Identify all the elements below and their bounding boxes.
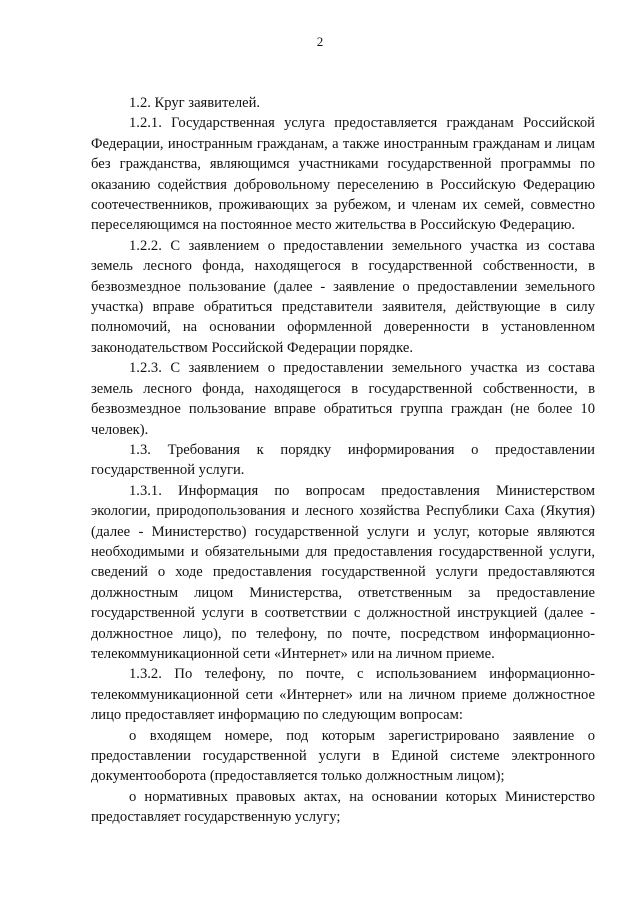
- list-item-incoming-number: о входящем номере, под которым зарегистрировано заявление о предоставлении государственной услуги в Единой системе электронного документооборота (предоставляется только должностным лицом);: [91, 727, 595, 785]
- paragraph-1-2-2: 1.2.2. С заявлением о предоставлении земельного участка из состава земель лесного фонда, находящегося в государственной собственности, в безвозмездное пользование (далее - заявление о предоставлении земельного участка) вправе обратиться представители заявителя, действующие в силу полномочий, на основании оформленной доверенности в установленном законодательством Российской Федерации порядке.: [91, 237, 595, 356]
- list-item-legal-acts: о нормативных правовых актах, на основании которых Министерство предоставляет государственную услугу;: [91, 788, 595, 826]
- section-heading-1-3: 1.3. Требования к порядку информирования о предоставлении государственной услуги.: [91, 441, 595, 479]
- document-body: [91, 93, 595, 828]
- paragraph-1-3-2: 1.3.2. По телефону, по почте, с использованием информационно-телекоммуникационной сети «Интернет» или на личном приеме должностное лицо предоставляет информацию по следующим вопросам:: [91, 666, 595, 724]
- paragraph-1-2-3: 1.2.3. С заявлением о предоставлении земельного участка из состава земель лесного фонда, находящегося в государственной собственности, в безвозмездное пользование вправе обратиться группа граждан (не более 10 человек).: [91, 360, 595, 438]
- paragraph-1-2-1: 1.2.1. Государственная услуга предоставляется гражданам Российской Федерации, иностранным гражданам, а также иностранным гражданам и лицам без гражданства, являющимся участниками государственной программы по оказанию содействия добровольному переселению в Российскую Федерацию соотечественников, проживающих за рубежом, и членам их семей, совместно переселяющимся на постоянное место жительства в Российскую Федерацию.: [91, 115, 595, 234]
- page-number: 2: [316, 34, 324, 49]
- section-heading-1-2: 1.2. Круг заявителей.: [129, 95, 261, 111]
- paragraph-1-3-1: 1.3.1. Информация по вопросам предоставления Министерством экологии, природопользования и лесного хозяйства Республики Саха (Якутия) (далее - Министерство) государственной услуги и услуг, которые являются необходимыми и обязательными для предоставления государственной услуги, сведений о ходе предоставления государственной услуги предоставляются должностным лицом Министерства, ответственным за предоставление государственной услуги в соответствии с должностной инструкцией (далее - должностное лицо), по телефону, по почте, посредством информационно-телекоммуникационной сети «Интернет» или на личном приеме.: [91, 482, 595, 662]
